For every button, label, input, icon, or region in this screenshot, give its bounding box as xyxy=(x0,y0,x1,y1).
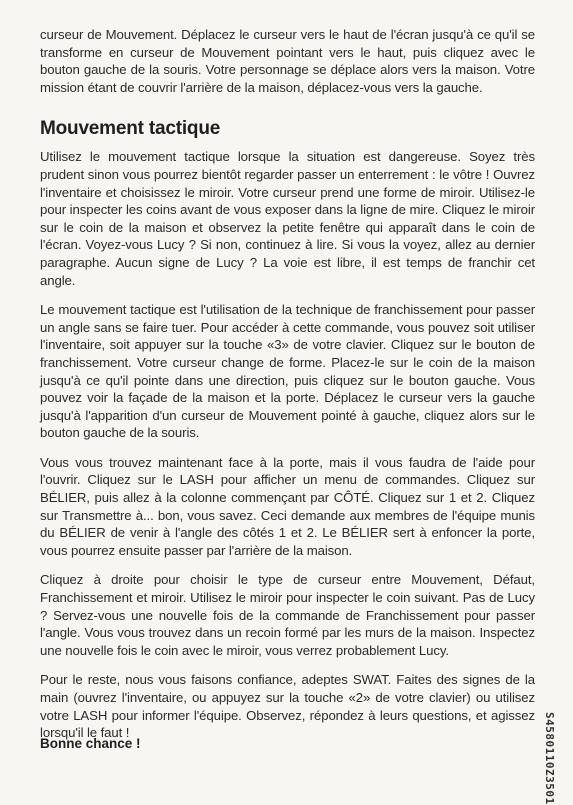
intro-paragraph: curseur de Mouvement. Déplacez le curseur vers le haut de l'écran jusqu'à ce qu'il se transforme en curseur de Mouvement pointant vers le haut, puis cliquez avec le bouton gauche de la souris. Votre personnage se déplace alors vers la maison. Votre mission étant de couvrir l'arrière de la maison, déplacez-vous vers la gauche. xyxy=(40,27,535,95)
document-body xyxy=(40,26,535,754)
closing-text: Bonne chance ! xyxy=(40,736,141,751)
paragraph-3: Vous vous trouvez maintenant face à la porte, mais il vous faudra de l'aide pour l'ouvrir. Cliquez sur le LASH pour afficher un menu de commandes. Cliquez sur BÉLIER, puis allez à la colonne commençant par CÔTÉ. Cliquez sur 1 et 2. Cliquez sur Transmettre à... bon, vous savez. Ceci demande aux membres de l'équipe munis du BÉLIER de venir à l'angle des côtés 1 et 2. Le BÉLIER sert à enfoncer la porte, vous pourrez ensuite passer par l'arrière de la maison. xyxy=(40,454,535,558)
section-heading: Mouvement tactique xyxy=(40,118,221,140)
paragraph-4: Cliquez à droite pour choisir le type de curseur entre Mouvement, Défaut, Franchissement et miroir. Utilisez le miroir pour inspecter le coin suivant. Pas de Lucy ? Servez-vous une nouvelle fois de la commande de Franchissement pour passer l'angle. Vous vous trouvez dans un recoin formé par les murs de la maison. Inspectez une nouvelle fois le coin avec le miroir, vous verrez probablement Lucy. xyxy=(40,572,535,658)
paragraph-5: Pour le reste, nous vous faisons confiance, adeptes SWAT. Faites des signes de la main (ouvrez l'inventaire, ou appuyez sur la touche «2» de votre clavier) ou utilisez votre LASH pour informer l'équipe. Observez, répondez à leurs questions, et agissez lorsqu'il le faut ! xyxy=(40,672,535,741)
paragraph-2: Le mouvement tactique est l'utilisation de la technique de franchissement pour passer un angle sans se faire tuer. Pour accéder à cette commande, vous pouvez soit utiliser l'inventaire, soit appuyer sur la touche «3» de votre clavier. Cliquez sur le bouton de franchissement. Votre curseur change de forme. Placez-le sur le coin de la maison jusqu'à ce qu'il pointe dans une direction, puis cliquez sur le bouton gauche. Vous pouvez voir la façade de la maison et la porte. Déplacez le curseur vers la gauche jusqu'à l'apparition d'un curseur de Mouvement pointé à gauche, cliquez alors sur le bouton gauche de la souris. xyxy=(40,302,535,441)
serial-number: S4580110Z3501 xyxy=(543,712,556,805)
paragraph-1: Utilisez le mouvement tactique lorsque la situation est dangereuse. Soyez très prudent sinon vous pourrez bientôt regarder passer un enterrement : le vôtre ! Ouvrez l'inventaire et choisissez le miroir. Votre curseur prend une forme de miroir. Utilisez-le pour inspecter les coins avant de vous exposer dans la ligne de mire. Cliquez le miroir sur le coin de la maison et observez la petite fenêtre qui apparaît dans le coin de l'écran. Voyez-vous Lucy ? Si non, continuez à lire. Si vous la voyez, allez au dernier paragraphe. Aucun signe de Lucy ? La voie est libre, il est temps de franchir cet angle. xyxy=(40,149,535,288)
